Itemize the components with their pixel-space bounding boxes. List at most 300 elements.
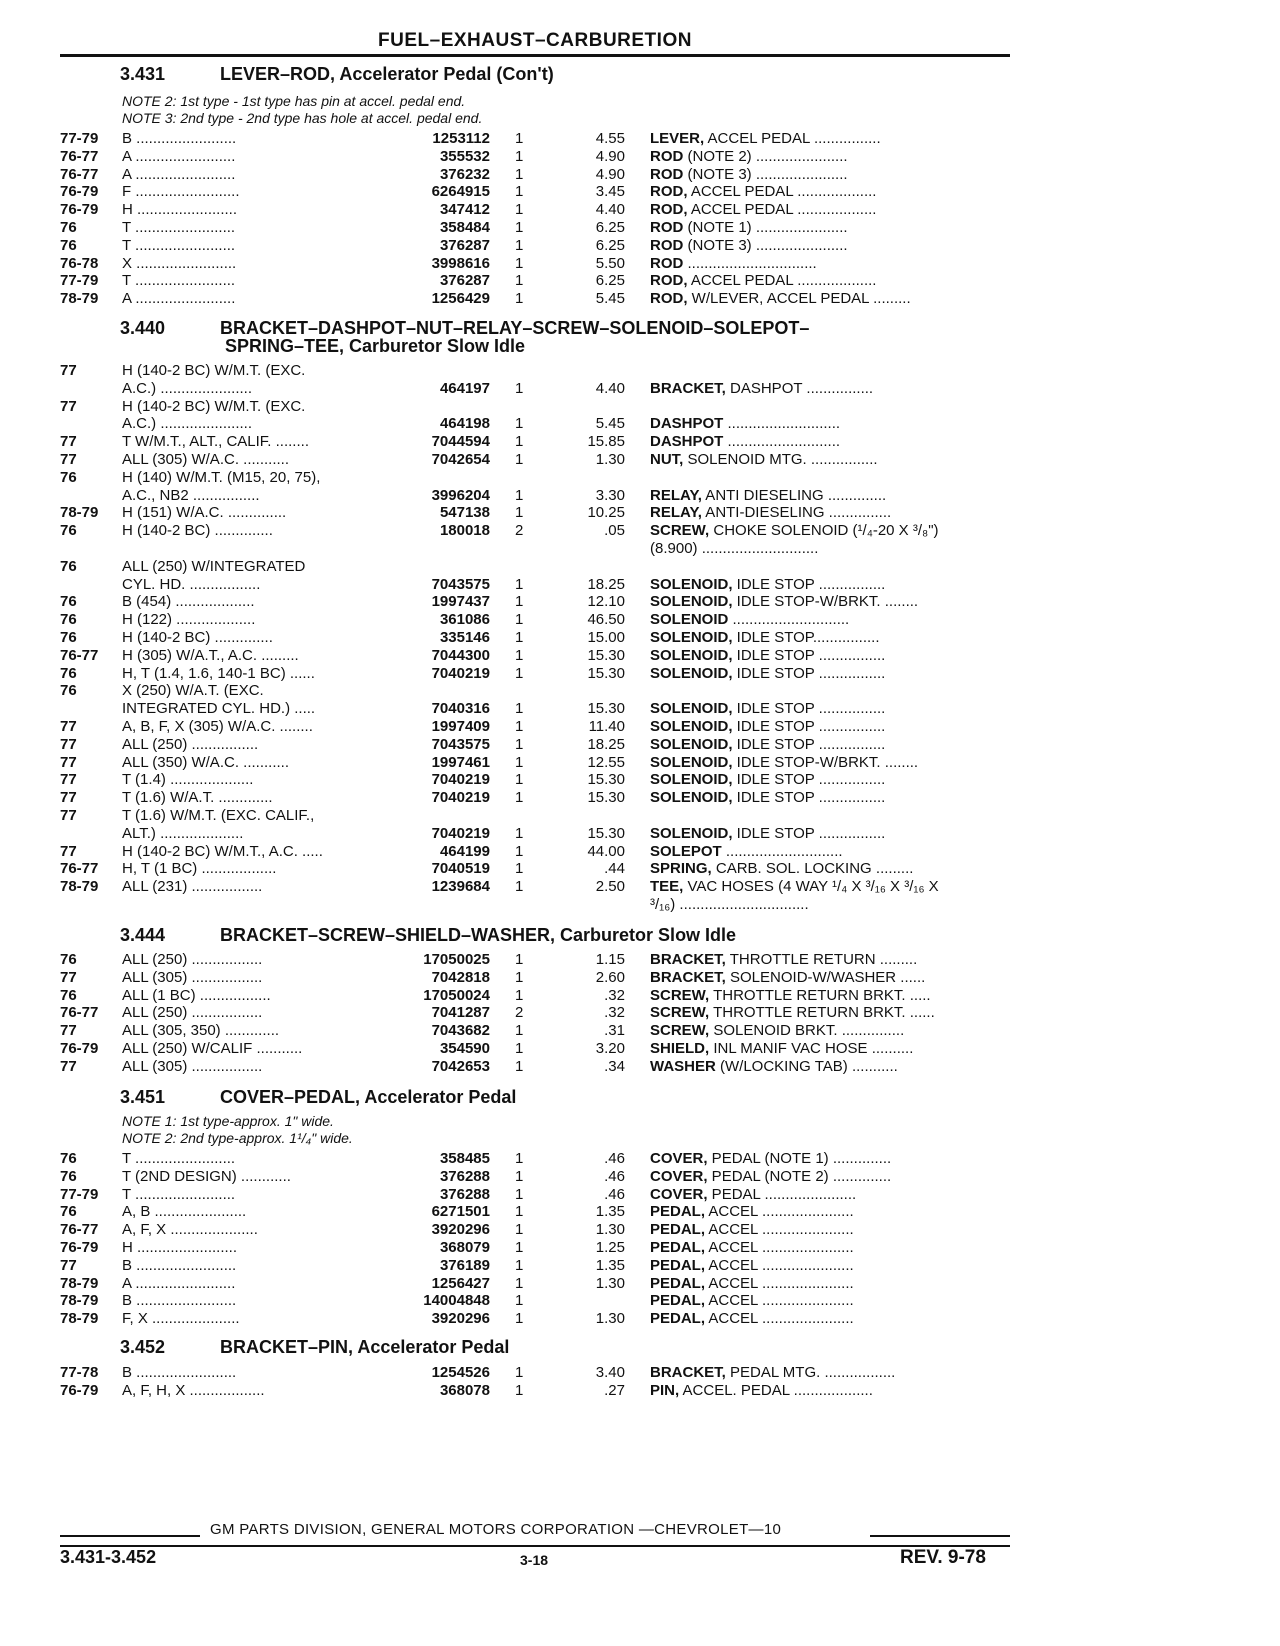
application: B ........................ xyxy=(122,1256,237,1274)
part-name: PEDAL, xyxy=(650,1221,706,1239)
part-description xyxy=(650,148,1010,166)
part-description xyxy=(650,1310,1010,1328)
table-row xyxy=(0,558,1020,576)
part-description xyxy=(650,1150,1010,1168)
part-number: 354590 xyxy=(439,1040,490,1057)
price: .46 xyxy=(604,1167,625,1185)
quantity: 1 xyxy=(515,130,524,147)
part-description xyxy=(650,843,1010,861)
part-detail: THROTTLE RETURN BRKT. ...... xyxy=(709,1004,935,1022)
quantity: 1 xyxy=(515,1310,524,1328)
model-year: 77 xyxy=(60,1057,77,1075)
application: T ........................ xyxy=(122,272,236,290)
table-row xyxy=(0,593,1020,611)
application: ALT.) .................... xyxy=(122,824,244,842)
quantity: 1 xyxy=(515,1364,524,1381)
application: A.C., NB2 ................ xyxy=(122,486,260,504)
quantity: 1 xyxy=(515,1239,524,1256)
quantity: 1 xyxy=(515,986,524,1004)
part-description xyxy=(650,629,1010,647)
application: ALL (305) ................. xyxy=(122,1057,263,1075)
quantity: 1 xyxy=(515,1292,524,1310)
model-year: 78-79 xyxy=(60,1274,99,1292)
part-detail: ACCEL PEDAL ................... xyxy=(687,272,877,290)
application: CYL. HD. ................. xyxy=(122,575,261,593)
part-description xyxy=(650,1382,1010,1400)
quantity: 1 xyxy=(515,968,524,986)
footer-publisher: GM PARTS DIVISION, GENERAL MOTORS CORPORATION —CHEVROLET—10 xyxy=(210,1521,782,1538)
model-year: 76 xyxy=(60,1167,77,1185)
application: ALL (250) ................. xyxy=(122,1004,263,1022)
application: H, T (1 BC) .................. xyxy=(122,860,277,878)
model-year: 76 xyxy=(60,236,77,254)
model-year: 76-77 xyxy=(60,646,99,664)
part-name: PEDAL, xyxy=(650,1292,706,1310)
price: .34 xyxy=(604,1057,625,1075)
table-row xyxy=(0,1168,1020,1186)
model-year: 77 xyxy=(60,718,77,735)
part-name: WASHER xyxy=(650,1057,716,1075)
part-description xyxy=(650,219,1010,237)
price: 3.40 xyxy=(595,1364,625,1381)
part-description xyxy=(650,487,1010,505)
table-row xyxy=(0,1292,1020,1310)
part-detail: THROTTLE RETURN ......... xyxy=(725,951,918,968)
quantity: 1 xyxy=(515,700,524,718)
table-row xyxy=(0,290,1020,308)
part-name: PEDAL, xyxy=(650,1310,706,1328)
application: A ........................ xyxy=(122,290,236,308)
application: H (140-2 BC) W/M.T. (EXC. xyxy=(122,397,306,415)
quantity: 1 xyxy=(515,646,524,664)
part-number: 7042654 xyxy=(431,451,490,468)
quantity: 1 xyxy=(515,504,524,522)
part-number: 17050025 xyxy=(423,951,490,968)
application: H (305) W/A.T., A.C. ......... xyxy=(122,646,299,664)
application: ALL (250) W/INTEGRATED xyxy=(122,557,306,575)
table-row xyxy=(0,1239,1020,1257)
part-name: ROD xyxy=(650,165,684,183)
part-name: RELAY, xyxy=(650,486,702,504)
part-description xyxy=(650,878,1010,896)
table-row xyxy=(0,1058,1020,1076)
price: .27 xyxy=(604,1381,625,1399)
table-row xyxy=(0,1364,1020,1382)
application: A, B, F, X (305) W/A.C. ........ xyxy=(122,718,313,735)
table-row xyxy=(0,255,1020,273)
price: 6.25 xyxy=(595,272,625,290)
part-detail: (NOTE 3) ...................... xyxy=(683,165,848,183)
application: F ......................... xyxy=(122,183,240,201)
quantity: 1 xyxy=(515,236,524,254)
part-number: 376189 xyxy=(439,1256,490,1274)
part-description xyxy=(650,771,1010,789)
part-name: SOLENOID, xyxy=(650,771,733,789)
application: A ........................ xyxy=(122,1274,236,1292)
application: X ........................ xyxy=(122,254,237,272)
model-year: 78-79 xyxy=(60,878,99,896)
price: 6.25 xyxy=(595,219,625,236)
part-number: 7044594 xyxy=(431,433,490,451)
application: A.C.) ...................... xyxy=(122,415,253,433)
model-year: 76-79 xyxy=(60,1381,99,1399)
model-year: 77-79 xyxy=(60,1185,99,1203)
part-number: 347412 xyxy=(439,201,490,219)
application: T ........................ xyxy=(122,1185,236,1203)
part-number: 376287 xyxy=(439,236,490,254)
part-number: 7043575 xyxy=(431,575,490,593)
model-year: 76 xyxy=(60,219,77,236)
table-row xyxy=(0,380,1020,398)
table-row xyxy=(0,611,1020,629)
part-detail: IDLE STOP ................ xyxy=(732,646,886,664)
price: 1.35 xyxy=(595,1256,625,1274)
part-name: SOLENOID, xyxy=(650,735,733,753)
part-description xyxy=(650,987,1010,1005)
part-name: ROD, xyxy=(650,201,688,219)
price: 1.15 xyxy=(595,951,625,968)
quantity: 1 xyxy=(515,1256,524,1274)
part-description xyxy=(650,290,1010,308)
part-name: PEDAL, xyxy=(650,1239,706,1256)
part-description xyxy=(650,1239,1010,1257)
price: 3.45 xyxy=(595,183,625,201)
footer-rule-left xyxy=(60,1535,200,1537)
quantity: 1 xyxy=(515,165,524,183)
model-year: 77 xyxy=(60,735,77,753)
part-name: SOLENOID, xyxy=(650,718,733,735)
quantity: 1 xyxy=(515,1203,524,1221)
price: 5.45 xyxy=(595,415,625,433)
table-row xyxy=(0,148,1020,166)
quantity: 1 xyxy=(515,201,524,219)
part-detail: (NOTE 3) ...................... xyxy=(683,236,848,254)
table-row xyxy=(0,201,1020,219)
part-number: 3998616 xyxy=(431,254,490,272)
table-row xyxy=(0,130,1020,148)
part-detail: (NOTE 1) ...................... xyxy=(683,219,848,236)
table-row xyxy=(0,771,1020,789)
price: 1.35 xyxy=(595,1203,625,1221)
model-year: 76 xyxy=(60,664,77,682)
application: B ........................ xyxy=(122,1364,237,1381)
application: ALL (305) ................. xyxy=(122,968,263,986)
price: 46.50 xyxy=(587,611,625,629)
part-description xyxy=(650,1275,1010,1293)
application: H (140-2 BC) W/M.T. (EXC. xyxy=(122,362,306,379)
application: T W/M.T., ALT., CALIF. ........ xyxy=(122,433,309,451)
price: 10.25 xyxy=(587,504,625,522)
price: 2.50 xyxy=(595,878,625,896)
table-row xyxy=(0,487,1020,505)
part-name: BRACKET, xyxy=(650,951,726,968)
table-row xyxy=(0,951,1020,969)
table-row xyxy=(0,789,1020,807)
part-number: 1254526 xyxy=(431,1364,490,1381)
model-year: 77-78 xyxy=(60,1364,99,1381)
section-number: 3.444 xyxy=(120,925,166,945)
quantity: 1 xyxy=(515,272,524,290)
part-detail: PEDAL MTG. ................. xyxy=(725,1364,896,1381)
section-title-continued: SPRING–TEE, Carburetor Slow Idle xyxy=(225,336,526,356)
quantity: 1 xyxy=(515,718,524,735)
application: T (1.4) .................... xyxy=(122,771,254,789)
model-year: 76-79 xyxy=(60,1040,99,1057)
price: 4.90 xyxy=(595,147,625,165)
footer-rule xyxy=(60,1545,1010,1547)
application: H, T (1.4, 1.6, 140-1 BC) ...... xyxy=(122,664,315,682)
part-name: COVER, xyxy=(650,1150,708,1167)
part-detail: ACCEL ...................... xyxy=(705,1274,854,1292)
part-description xyxy=(650,736,1010,754)
part-name: TEE, xyxy=(650,878,684,896)
part-number: 3996204 xyxy=(431,486,490,504)
price: 5.45 xyxy=(595,290,625,308)
price: 15.30 xyxy=(587,646,625,664)
part-detail: (W/LOCKING TAB) ........... xyxy=(715,1057,898,1075)
quantity: 1 xyxy=(515,1150,524,1167)
model-year: 77 xyxy=(60,771,77,789)
part-detail: SOLENOID-W/WASHER ...... xyxy=(725,968,926,986)
part-description xyxy=(650,1221,1010,1239)
table-row xyxy=(0,754,1020,772)
part-detail: INL MANIF VAC HOSE .......... xyxy=(709,1040,914,1057)
model-year: 76 xyxy=(60,557,77,575)
part-detail: ACCEL PEDAL ................ xyxy=(704,130,881,147)
price: 5.50 xyxy=(595,254,625,272)
section-title: COVER–PEDAL, Accelerator Pedal xyxy=(220,1087,517,1107)
quantity: 1 xyxy=(515,1381,524,1399)
price: 18.25 xyxy=(587,575,625,593)
header-rule xyxy=(60,54,1010,57)
part-name: ROD xyxy=(650,219,684,236)
table-row xyxy=(0,1382,1020,1400)
part-description xyxy=(650,593,1010,611)
table-row xyxy=(0,682,1020,700)
footer-rule-right xyxy=(870,1535,1010,1537)
table-row xyxy=(0,362,1020,380)
price: 1.25 xyxy=(595,1239,625,1256)
part-detail: ANTI DIESELING .............. xyxy=(701,486,887,504)
part-number: 376232 xyxy=(439,165,490,183)
application: A ........................ xyxy=(122,147,236,165)
part-number: 1239684 xyxy=(431,878,490,896)
table-row xyxy=(0,825,1020,843)
part-name: DASHPOT xyxy=(650,415,724,433)
part-description xyxy=(650,166,1010,184)
quantity: 1 xyxy=(515,789,524,807)
model-year: 76-77 xyxy=(60,860,99,878)
part-number: 7040219 xyxy=(431,789,490,807)
part-detail: IDLE STOP-W/BRKT. ........ xyxy=(732,593,919,611)
part-name: NUT, xyxy=(650,451,684,468)
application: H (140-2 BC) W/M.T., A.C. ..... xyxy=(122,842,323,860)
price: 12.10 xyxy=(587,593,625,611)
quantity: 1 xyxy=(515,664,524,682)
part-name: SCREW, xyxy=(650,1004,710,1022)
part-number: 6271501 xyxy=(431,1203,490,1221)
price: 15.00 xyxy=(587,629,625,646)
part-detail: IDLE STOP ................ xyxy=(732,735,886,753)
part-number: 7043575 xyxy=(431,735,490,753)
part-description xyxy=(650,665,1010,683)
part-description xyxy=(650,1186,1010,1204)
price: 15.30 xyxy=(587,700,625,718)
part-number: 7040219 xyxy=(431,664,490,682)
part-number: 464198 xyxy=(439,415,490,433)
application: ALL (250) ................. xyxy=(122,951,263,968)
part-detail: ACCEL PEDAL ................... xyxy=(687,201,877,219)
price: .46 xyxy=(604,1150,625,1167)
quantity: 1 xyxy=(515,629,524,646)
model-year: 76-77 xyxy=(60,147,99,165)
part-detail: ACCEL PEDAL ................... xyxy=(687,183,877,201)
part-number: 7040219 xyxy=(431,771,490,789)
quantity: 1 xyxy=(515,1167,524,1185)
section-number: 3.431 xyxy=(120,64,166,84)
part-description xyxy=(650,754,1010,772)
model-year: 76 xyxy=(60,1203,77,1221)
model-year: 76-77 xyxy=(60,1004,99,1022)
table-row xyxy=(0,736,1020,754)
part-detail: PEDAL ...................... xyxy=(707,1185,857,1203)
table-row xyxy=(0,807,1020,825)
model-year: 76-78 xyxy=(60,254,99,272)
part-detail: CHOKE SOLENOID (¹/₄-20 X ³/₈") xyxy=(709,522,939,540)
model-year: 76 xyxy=(60,522,77,540)
part-description xyxy=(650,1168,1010,1186)
part-detail: ............................ xyxy=(728,611,850,629)
part-description xyxy=(650,380,1010,398)
part-number: 335146 xyxy=(439,629,490,646)
part-description xyxy=(650,718,1010,736)
part-description xyxy=(650,1004,1010,1022)
application: H (140) W/M.T. (M15, 20, 75), xyxy=(122,468,321,486)
part-number: 14004848 xyxy=(423,1292,490,1310)
price: 44.00 xyxy=(587,842,625,860)
application: A, F, X ..................... xyxy=(122,1221,258,1239)
section-note: NOTE 3: 2nd type - 2nd type has hole at accel. pedal end. xyxy=(122,110,483,126)
quantity: 1 xyxy=(515,433,524,451)
price: 1.30 xyxy=(595,1221,625,1239)
quantity: 1 xyxy=(515,147,524,165)
table-row xyxy=(0,860,1020,878)
part-number: 361086 xyxy=(439,611,490,629)
table-row xyxy=(0,700,1020,718)
table-row xyxy=(0,1275,1020,1293)
model-year: 76-77 xyxy=(60,1221,99,1239)
part-description xyxy=(650,1040,1010,1058)
part-detail: (NOTE 2) ...................... xyxy=(683,147,848,165)
part-description xyxy=(650,969,1010,987)
section-number: 3.440 xyxy=(120,318,166,338)
part-detail: ACCEL. PEDAL ................... xyxy=(679,1381,873,1399)
part-name: ROD xyxy=(650,254,684,272)
footer-section-range: 3.431-3.452 xyxy=(60,1547,157,1567)
part-detail: ............................... xyxy=(683,254,817,272)
part-name: ROD, xyxy=(650,183,688,201)
price: 1.30 xyxy=(595,1310,625,1328)
part-description xyxy=(650,1257,1010,1275)
table-row xyxy=(0,647,1020,665)
part-number: 1997437 xyxy=(431,593,490,611)
application: B (454) ................... xyxy=(122,593,255,611)
part-description xyxy=(650,504,1010,522)
part-description xyxy=(650,255,1010,273)
model-year: 77 xyxy=(60,362,77,379)
application: INTEGRATED CYL. HD.) ..... xyxy=(122,700,316,718)
quantity: 1 xyxy=(515,611,524,629)
part-name: ROD, xyxy=(650,290,688,308)
model-year: 76 xyxy=(60,682,77,700)
application: A, B ...................... xyxy=(122,1203,247,1221)
table-row xyxy=(0,219,1020,237)
table-row xyxy=(0,629,1020,647)
price: 12.55 xyxy=(587,753,625,771)
price: 4.90 xyxy=(595,165,625,183)
page-title: FUEL–EXHAUST–CARBURETION xyxy=(378,30,692,51)
table-row xyxy=(0,576,1020,594)
quantity: 1 xyxy=(515,753,524,771)
section-number: 3.451 xyxy=(120,1087,166,1107)
part-detail: PEDAL (NOTE 1) .............. xyxy=(707,1150,892,1167)
part-name: PIN, xyxy=(650,1381,680,1399)
table-row xyxy=(0,1221,1020,1239)
price: 6.25 xyxy=(595,236,625,254)
model-year: 76 xyxy=(60,1150,77,1167)
application: ALL (250) ................ xyxy=(122,735,259,753)
part-description xyxy=(650,700,1010,718)
model-year: 77 xyxy=(60,968,77,986)
part-number: 1997461 xyxy=(431,753,490,771)
quantity: 1 xyxy=(515,951,524,968)
part-description xyxy=(650,860,1010,878)
part-detail: ACCEL ...................... xyxy=(705,1221,854,1239)
model-year: 76 xyxy=(60,611,77,629)
part-number: 7044300 xyxy=(431,646,490,664)
part-name: SCREW, xyxy=(650,1022,710,1040)
part-number: 7042653 xyxy=(431,1057,490,1075)
part-number: 358485 xyxy=(439,1150,490,1167)
section-number: 3.452 xyxy=(120,1337,166,1357)
part-detail: IDLE STOP ................ xyxy=(732,771,886,789)
part-detail: PEDAL (NOTE 2) .............. xyxy=(707,1167,892,1185)
model-year: 77 xyxy=(60,1022,77,1040)
table-row xyxy=(0,1310,1020,1328)
part-detail: ACCEL ...................... xyxy=(705,1239,854,1256)
part-detail: ........................... xyxy=(723,415,841,433)
table-row xyxy=(0,433,1020,451)
price: 3.20 xyxy=(595,1040,625,1057)
quantity: 1 xyxy=(515,593,524,611)
application: H (151) W/A.C. .............. xyxy=(122,504,287,522)
part-detail: IDLE STOP ................ xyxy=(732,718,886,735)
quantity: 1 xyxy=(515,735,524,753)
part-number: 464199 xyxy=(439,842,490,860)
model-year: 77 xyxy=(60,451,77,468)
part-number: 355532 xyxy=(439,147,490,165)
application: ALL (231) ................. xyxy=(122,878,263,896)
model-year: 78-79 xyxy=(60,1292,99,1310)
part-number: 376287 xyxy=(439,272,490,290)
quantity: 2 xyxy=(515,1004,524,1022)
table-row xyxy=(0,1004,1020,1022)
part-number: 358484 xyxy=(439,219,490,236)
part-name: ROD xyxy=(650,236,684,254)
part-description xyxy=(650,951,1010,969)
table-row xyxy=(0,987,1020,1005)
application: A.C.) ...................... xyxy=(122,379,253,397)
